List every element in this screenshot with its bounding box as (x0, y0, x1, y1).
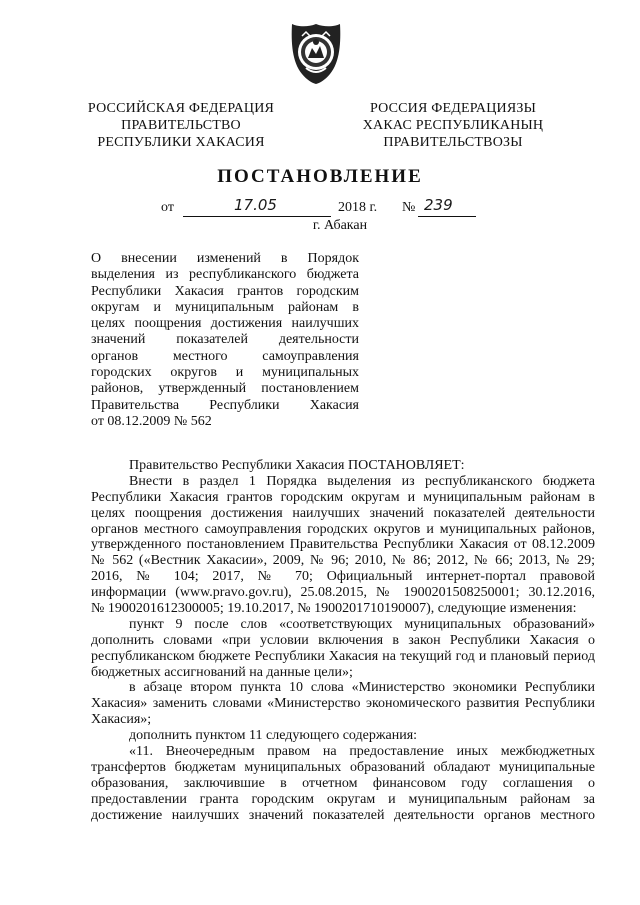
paragraph-line: «11. Внеочередным правом на предоставление иных межбюджетных (129, 744, 595, 760)
year-label: 2018 г. (338, 200, 378, 215)
paragraph-line: Республики Хакасия грантов городским округам и муниципальным районам в (91, 489, 595, 505)
summary-line: органов местного самоуправления (91, 348, 359, 364)
header-right-line: ПРАВИТЕЛЬСТВОЗЫ (383, 135, 523, 150)
paragraph-line: дополнить пунктом 11 следующего содержания: (129, 728, 418, 744)
handwritten-date: 17.05 (234, 196, 277, 214)
from-label: от (161, 200, 174, 215)
header-right (344, 100, 562, 151)
summary-line: О внесении изменений в Порядок (91, 251, 359, 266)
paragraph-line: информации (www.pravo.gov.ru), 25.08.2015, № 1900201508250001; 30.12.2016, (91, 585, 595, 601)
header-left-line: ПРАВИТЕЛЬСТВО (121, 118, 241, 133)
document-title: ПОСТАНОВЛЕНИЕ (217, 166, 423, 187)
paragraph-line: пункт 9 после слов «соответствующих муниципальных образований» (129, 616, 595, 632)
city-label: г. Абакан (312, 218, 368, 233)
summary-line: выделения из республиканского бюджета (91, 267, 359, 283)
paragraph-line: Внести в раздел 1 Порядка выделения из республиканского бюджета (129, 473, 595, 489)
paragraph-line: достижение наилучших значений показателей деятельности органов местного (91, 807, 595, 823)
summary-line: Правительства Республики Хакасия (91, 397, 359, 413)
paragraph-line: в абзаце втором пункта 10 слова «Министерство экономики Республики (129, 680, 595, 696)
handwritten-number: 239 (424, 196, 453, 214)
paragraph-line: № 1900201612300005; 19.10.2017, № 1900201710190007), следующие изменения: (91, 601, 577, 617)
paragraph-line: образования, заключившие в отчетном финансовом году соглашения о (91, 775, 595, 791)
paragraph-line: трансфертов бюджетам муниципальных образований обладают муниципальные (91, 759, 595, 775)
number-underline (418, 216, 476, 217)
paragraph-line: целях поощрения достижения наилучших значений показателей деятельности (91, 505, 595, 521)
date-underline (183, 216, 331, 217)
header-left (72, 100, 290, 151)
paragraph-line: 2016, № 104; 2017, № 70; Официальный интернет-портал правовой (91, 569, 595, 585)
header-left-line: РЕСПУБЛИКИ ХАКАСИЯ (97, 135, 265, 150)
decree-intro: Правительство Республики Хакасия ПОСТАНОВЛЯЕТ: (129, 458, 465, 473)
coat-of-arms-emblem (288, 22, 344, 86)
paragraph-line: Хакасия» заменить словами «Министерство экономического развития Республики (91, 696, 595, 712)
header-left-line: РОССИЙСКАЯ ФЕДЕРАЦИЯ (87, 101, 275, 116)
summary-line: городских округов и муниципальных (91, 365, 359, 381)
document-body (91, 458, 595, 823)
number-label: № (402, 200, 416, 215)
document-summary (91, 251, 359, 430)
paragraph-line: дополнить словами «при условии включения в закон Республики Хакасия о (91, 632, 595, 648)
summary-line: целях поощрения достижения наилучших (91, 316, 359, 332)
paragraph-line: Хакасия»; (91, 712, 152, 728)
header-right-line: ХАКАС РЕСПУБЛИКАНЫҢ (362, 118, 544, 133)
paragraph-line: органов местного самоуправления городских округов и муниципальных районов, (91, 521, 595, 537)
paragraph-line: республиканском бюджете Республики Хакасия на текущий год и плановый период (91, 648, 595, 664)
summary-line: значений показателей деятельности (91, 332, 359, 348)
paragraph-line: предоставлении гранта городским округам и муниципальным районам за (91, 791, 595, 807)
paragraph-line: бюджетных ассигнований на данные цели»; (91, 664, 353, 680)
paragraph-line: № 562 («Вестник Хакасии», 2009, № 96; 2010, № 86; 2012, № 66; 2013, № 29; (91, 553, 595, 569)
summary-line: округам и муниципальным районам в (91, 299, 359, 315)
header-right-line: РОССИЯ ФЕДЕРАЦИЯЗЫ (369, 101, 537, 116)
summary-line: Республики Хакасия грантов городским (91, 283, 359, 299)
paragraph-line: утвержденного постановлением Правительства Республики Хакасия от 08.12.2009 (91, 537, 595, 553)
summary-line: районов, утвержденный постановлением (91, 381, 359, 397)
summary-line: от 08.12.2009 № 562 (91, 413, 212, 429)
